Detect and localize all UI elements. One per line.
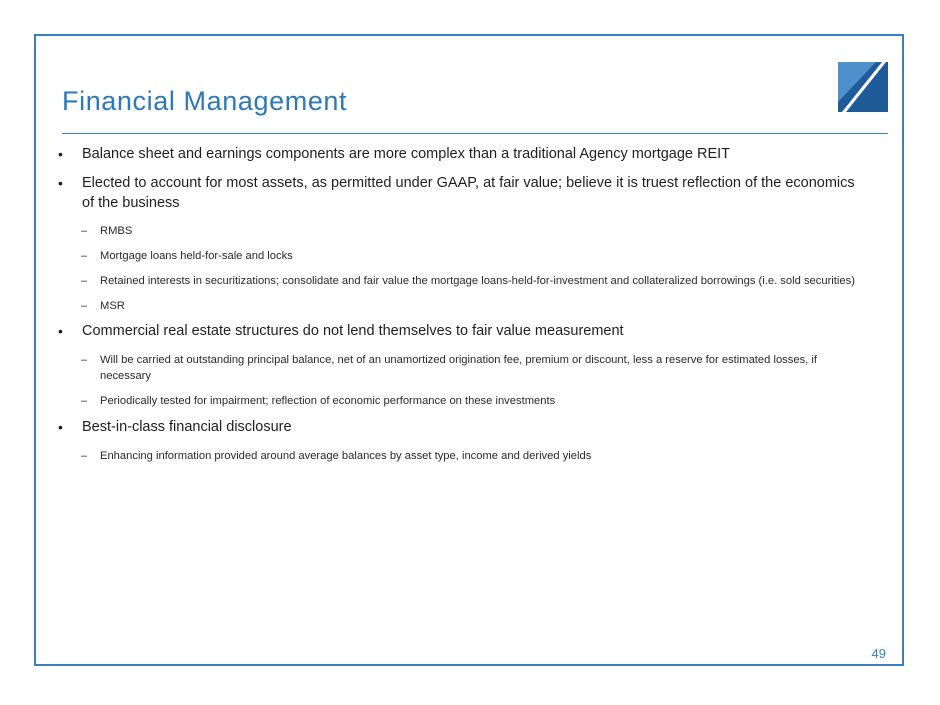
sub-bullet-text: RMBS	[100, 225, 133, 237]
bullet-item	[58, 321, 858, 341]
bullet-item	[58, 417, 858, 437]
dash-marker: –	[81, 300, 88, 312]
sub-bullet-item	[58, 298, 858, 314]
sub-bullet-text: Enhancing information provided around average balances by asset type, income and derived yields	[100, 450, 592, 462]
bullet-item	[58, 173, 858, 213]
title-rule	[62, 133, 888, 134]
sub-bullet-item	[58, 273, 858, 289]
slide-title: Financial Management	[62, 86, 348, 116]
slide-content	[58, 142, 858, 464]
sub-bullet-item	[58, 248, 858, 264]
sub-bullet-item	[58, 448, 858, 464]
bullet-item	[58, 144, 858, 164]
dash-marker: –	[81, 275, 88, 287]
sub-bullet-item	[58, 352, 858, 384]
bullet-marker: •	[58, 323, 63, 339]
bullet-marker: •	[58, 419, 63, 435]
dash-marker: –	[81, 354, 88, 366]
sub-bullet-text: Mortgage loans held-for-sale and locks	[100, 250, 293, 262]
sub-bullet-item	[58, 223, 858, 239]
bullet-marker: •	[58, 175, 63, 191]
sub-bullet-text: Retained interests in securitizations; consolidate and fair value the mortgage loans-held-for-investment and collateralized borrowings (i.e. sold securities)	[100, 275, 855, 287]
sub-bullet-text: Periodically tested for impairment; reflection of economic performance on these investments	[100, 395, 556, 407]
slide-frame	[34, 34, 904, 666]
company-logo-svg	[838, 62, 888, 112]
dash-marker: –	[81, 395, 88, 407]
bullet-text: Balance sheet and earnings components are more complex than a traditional Agency mortgage REIT	[82, 146, 731, 162]
bullet-text: Best-in-class financial disclosure	[82, 419, 292, 435]
company-logo-icon	[838, 62, 888, 112]
page-number: 49	[871, 646, 886, 661]
dash-marker: –	[81, 250, 88, 262]
bullet-text: Commercial real estate structures do not lend themselves to fair value measurement	[82, 323, 624, 339]
bullet-marker: •	[58, 146, 63, 162]
sub-bullet-text: Will be carried at outstanding principal balance, net of an unamortized origination fee, premium or discount, less a reserve for estimated losses, if necessary	[100, 354, 817, 382]
bullet-text: Elected to account for most assets, as permitted under GAAP, at fair value; believe it is truest reflection of the economics of the business	[82, 175, 855, 211]
sub-bullet-text: MSR	[100, 300, 125, 312]
sub-bullet-item	[58, 393, 858, 409]
dash-marker: –	[81, 450, 88, 462]
dash-marker: –	[81, 225, 88, 237]
